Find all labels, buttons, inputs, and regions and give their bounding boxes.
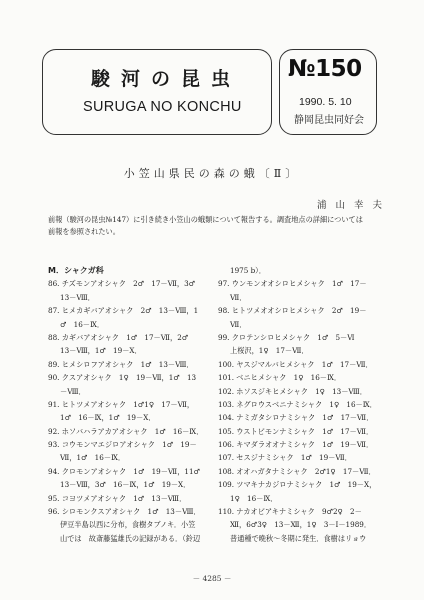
issue-date: 1990. 5. 10 [299,96,352,108]
species-entry-line: 93. コウモンマエジロアオシャク 1♂ 19－ [48,440,197,450]
species-entry-line: Ⅶ． [230,319,247,329]
journal-title-jp: 駿河の昆虫 [91,68,242,90]
publisher: 静岡昆虫同好会 [294,115,364,126]
species-entry-line: 1♀ 16－Ⅸ． [230,493,278,503]
species-entry-line: 13－Ⅷ，1♂ 19－Ⅹ． [60,346,142,356]
species-entry-line: 90. クスアオシャク 1♀ 19－Ⅶ，1♂ 13 [48,373,197,383]
species-entry-line: Ⅶ，1♂ 16－Ⅸ． [60,453,126,463]
species-entry-line: 102. ホソスジキヒメシャク 1♀ 13－Ⅷ． [218,386,367,396]
species-entry-line: 97. ウンモンオオシロヒメシャク 1♂ 17－ [218,279,367,289]
species-entry-line: 普通種で晩秋～冬期に発生．食樹はリョウ [230,533,367,543]
species-entry-line: 1975 b）． [230,266,266,275]
species-entry-line: －Ⅷ． [60,386,86,396]
species-entry-line: 91. ヒトツメアオシャク 1♂1♀ 17－Ⅶ， [48,399,195,409]
right-column [218,264,388,545]
species-entry-line: 98. ヒトツメオオシロヒメシャク 2♂ 19－ [218,306,367,316]
species-entry-line: 89. ヒメシロフアオシャク 1♂ 13－Ⅷ． [48,359,194,369]
species-entry-line: 96. シロモンクスアオシャク 1♂ 13－Ⅷ． [48,507,201,517]
article-author: 浦 山 幸 夫 [317,200,386,211]
species-entry-line: 13－Ⅷ，3♂ 16－Ⅸ，1♂ 19－Ⅹ． [60,480,191,490]
species-entry-line: 100. ヤスジマルバヒメシャク 1♂ 17－Ⅶ． [218,359,373,369]
species-entry-line: 92. ホソバハラアカアオシャク 1♂ 16－Ⅸ． [48,426,204,436]
left-column [48,264,213,545]
section-heading: M．シャクガ科 [48,266,104,275]
species-entry-line: 101. ベニヒメシャク 1♀ 16－Ⅸ． [218,373,342,383]
species-entry-line: 88. カギバアオシャク 1♂ 17－Ⅶ，2♂ [48,332,189,342]
species-entry-line: 87. ヒメカギバアオシャク 2♂ 13－Ⅷ，1 [48,306,199,316]
species-entry-line: 13－Ⅷ． [60,292,95,302]
issue-info-box [279,49,377,135]
species-entry-line: 105. ウストビモンナミシャク 1♂ 17－Ⅶ． [218,426,374,436]
page-number: － 4285 － [192,574,232,583]
species-entry-line: 伊豆半島以西に分布，食樹タブノキ．小笠 [60,520,196,530]
species-entry-line: 106. キマダラオオナミシャク 1♂ 19－Ⅶ． [218,440,374,450]
species-entry-line: 107. セスジナミシャク 1♂ 19－Ⅶ． [218,453,352,463]
species-entry-line: 86. チズモンアオシャク 2♂ 17－Ⅶ，3♂ [48,279,196,289]
species-entry-line: Ⅶ． [230,292,247,302]
species-entry-line: Ⅻ，6♂3♀ 13－Ⅻ，1♀ 3－Ⅰ－1989． [230,520,372,530]
species-entry-line: 山では 故斎藤猛雄氏の記録がある．（鈴辺 [60,533,201,543]
article-title: 小笠山県民の森の蛾〔Ⅱ〕 [123,167,301,180]
species-entry-line: ♂ 16－Ⅸ． [60,319,105,329]
species-entry-line: 99. クロテンシロヒメシャク 1♂ 5－Ⅵ [218,332,355,342]
species-entry-line: 110. ナカオビアキナミシャク 9♂2♀ 2－ [218,507,362,517]
species-entry-line: 103. ネグロウスベニナミシャク 1♀ 16－Ⅸ． [218,399,377,409]
species-entry-line: 上桜沢，1♀ 17－Ⅶ． [230,346,309,356]
journal-title-box [42,49,272,135]
intro-line: 前報を参照されたい。 [48,227,120,236]
issue-number: №150 [288,56,362,82]
species-entry-line: 95. コヨツメアオシャク 1♂ 13－Ⅷ． [48,493,187,503]
species-entry-line: 1♂ 16－Ⅸ，1♂ 19－Ⅹ． [60,413,156,423]
species-entry-line: 94. クロモンアオシャク 1♂ 19－Ⅶ，11♂ [48,466,200,476]
intro-paragraph [48,214,382,238]
journal-title-en: SURUGA NO KONCHU [83,99,242,115]
species-entry-line: 104. ナミガタシロナミシャク 1♂ 17－Ⅶ． [218,413,374,423]
intro-line: 前報（駿河の昆虫№147）に引き続き小笠山の蛾類について報告する。調査地点の詳細については [48,215,363,224]
species-entry-line: 109. ツマキナカジロナミシャク 1♂ 19－Ⅹ， [218,480,377,490]
species-entry-line: 108. オオハガタナミシャク 2♂1♀ 17－Ⅶ． [218,466,376,476]
